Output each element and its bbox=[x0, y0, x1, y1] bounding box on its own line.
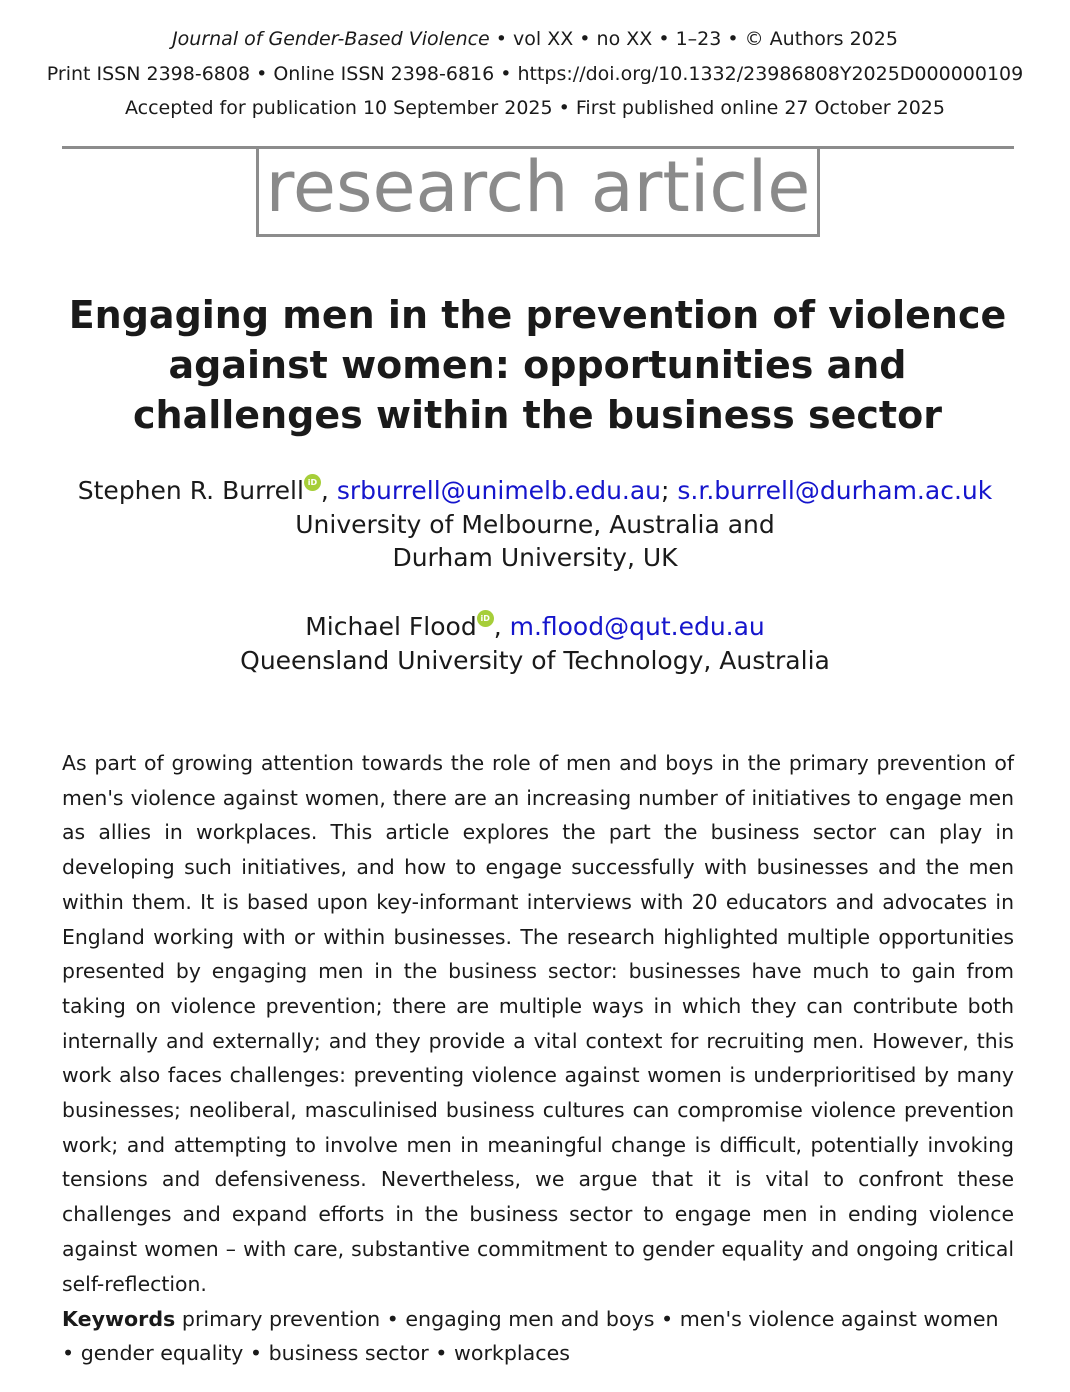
journal-header bbox=[0, 22, 1070, 126]
keywords-list-part-1: primary prevention • engaging men and boys • men's violence against women bbox=[175, 1307, 999, 1331]
author-name: Michael Flood bbox=[305, 612, 477, 641]
author-block-flood bbox=[0, 610, 1070, 677]
author-affiliation: Queensland University of Technology, Australia bbox=[240, 645, 830, 675]
journal-name: Journal of Gender-Based Violence bbox=[172, 28, 490, 50]
article-type-label: research article bbox=[265, 146, 811, 228]
orcid-icon[interactable]: iD bbox=[304, 474, 321, 491]
author-affiliation: University of Melbourne, Australia and bbox=[295, 509, 775, 539]
keywords-line-1 bbox=[62, 1302, 1014, 1336]
keywords bbox=[62, 1302, 1014, 1370]
abstract: As part of growing attention towards the role of men and boys in the primary prevention of men's violence against women, there are an increasing number of initiatives to engage men as allies in workplaces. This article explores the part the business sector can play in developing such initiatives, and how to engage successfully with businesses and the men within them. It is based upon key-informant interviews with 20 educators and advocates in England working with or within businesses. The research highlighted multiple opportunities presented by engaging men in the business sector: businesses have much to gain from taking on violence prevention; there are multiple ways in which they can contribute both internally and externally; and they provide a vital context for recruiting men. However, this work also faces challenges: preventing violence against women is underprioritised by many businesses; neoliberal, masculinised business cultures can compromise violence prevention work; and attempting to involve men in meaningful change is difficult, potentially invoking tensions and defensiveness. Nevertheless, we argue that it is vital to confront these challenges and expand efforts in the business sector to engage men in ending violence against women – with care, substantive commitment to gender equality and ongoing critical self-reflection. bbox=[62, 751, 1014, 1296]
author-email-link[interactable]: srburrell@unimelb.edu.au bbox=[336, 476, 662, 505]
author-name: Stephen R. Burrell bbox=[77, 476, 304, 505]
author-line: Michael Flood iD , m.flood@qut.edu.au bbox=[305, 612, 765, 641]
journal-details: • vol XX • no XX • 1–23 • © Authors 2025 bbox=[489, 28, 898, 50]
author-affiliation: Durham University, UK bbox=[392, 543, 678, 572]
article-title: Engaging men in the prevention of violence against women: opportunities and challenges within the business sector bbox=[68, 293, 1007, 437]
author-email-link[interactable]: s.r.burrell@durham.ac.uk bbox=[677, 476, 993, 505]
article-type-box bbox=[256, 148, 820, 237]
issn-doi-line: Print ISSN 2398-6808 • Online ISSN 2398-6816 • https://doi.org/10.1332/23986808Y2025D000000109 bbox=[46, 62, 1024, 85]
orcid-icon[interactable]: iD bbox=[477, 610, 494, 627]
author-line: Stephen R. Burrell iD , srburrell@unimelb.edu.au; s.r.burrell@durham.ac.uk bbox=[77, 476, 993, 505]
keywords-list-part-2: • gender equality • business sector • workplaces bbox=[62, 1341, 570, 1365]
journal-citation-line bbox=[0, 22, 1070, 57]
author-block-burrell bbox=[0, 474, 1070, 575]
author-email-link[interactable]: m.flood@qut.edu.au bbox=[509, 612, 765, 641]
keywords-label: Keywords bbox=[62, 1307, 176, 1331]
publication-dates-line: Accepted for publication 10 September 2025 • First published online 27 October 2025 bbox=[125, 97, 945, 119]
